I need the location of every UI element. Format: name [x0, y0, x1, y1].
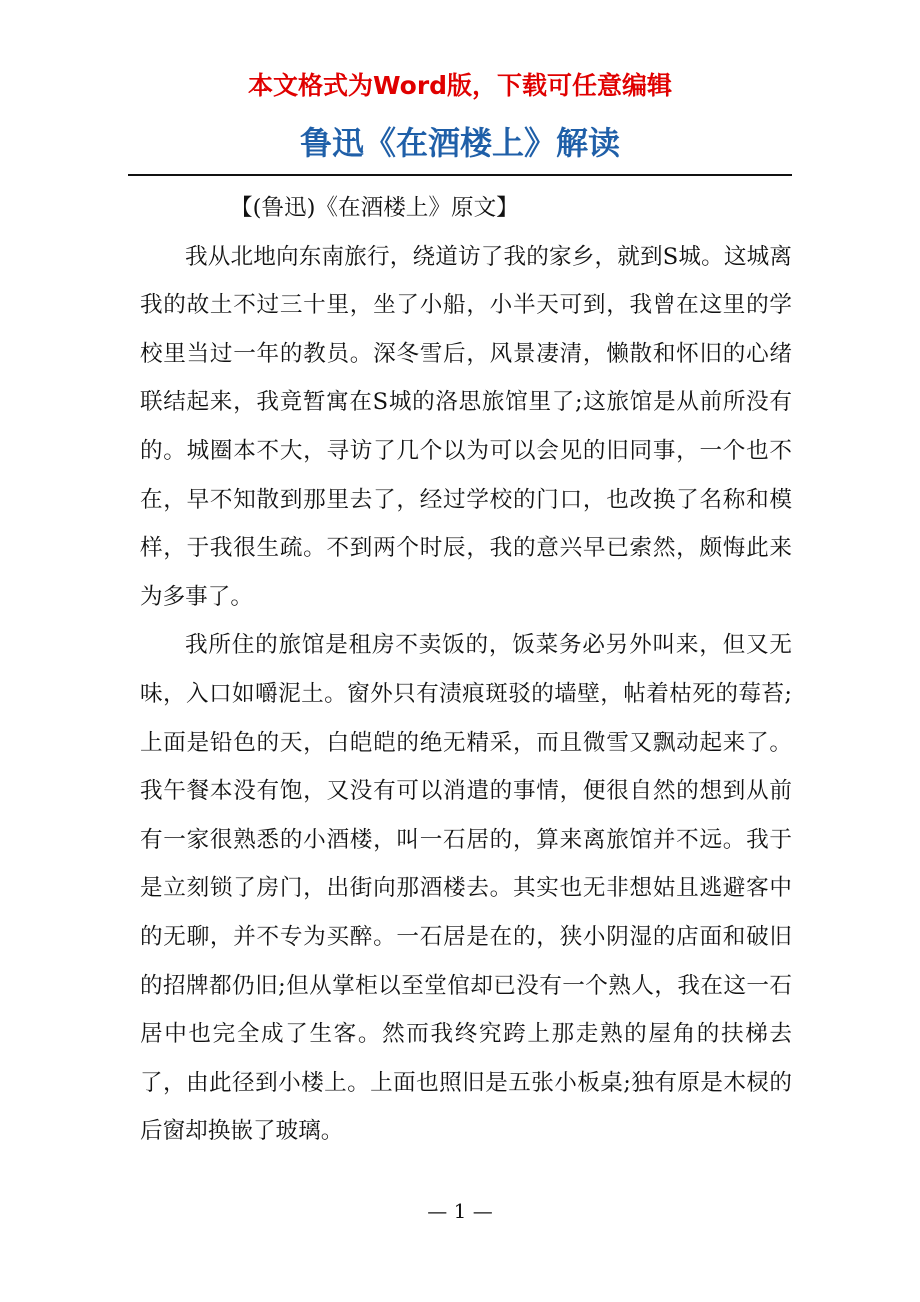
- document-body: [140, 184, 792, 1156]
- paragraph: 我从北地向东南旅行，绕道访了我的家乡，就到S城。这城离我的故土不过三十里，坐了小船，小半天可到，我曾在这里的学校里当过一年的教员。深冬雪后，风景凄清，懒散和怀旧的心绪联结起来，我竟暂寓在S城的洛思旅馆里了;这旅馆是从前所没有的。城圈本不大，寻访了几个以为可以会见的旧同事，一个也不在，早不知散到那里去了，经过学校的门口，也改换了名称和模样，于我很生疏。不到两个时辰，我的意兴早已索然，颇悔此来为多事了。: [140, 243, 792, 610]
- title-divider: [128, 174, 792, 176]
- page-number: — 1 —: [427, 1199, 493, 1223]
- page-title: 鲁迅《在酒楼上》解读: [299, 124, 620, 162]
- section-heading: 【(鲁迅)《在酒楼上》原文】: [230, 195, 519, 221]
- word-format-banner: 本文格式为Word版，下载可任意编辑: [247, 71, 673, 100]
- paragraph: 我所住的旅馆是租房不卖饭的，饭菜务必另外叫来，但又无味，入口如嚼泥土。窗外只有渍痕斑驳的墙壁，帖着枯死的莓苔;上面是铅色的天，白皑皑的绝无精采，而且微雪又飘动起来了。我午餐本没有饱，又没有可以消遣的事情，便很自然的想到从前有一家很熟悉的小酒楼，叫一石居的，算来离旅馆并不远。我于是立刻锁了房门，出街向那酒楼去。其实也无非想姑且逃避客中的无聊，并不专为买醉。一石居是在的，狭小阴湿的店面和破旧的招牌都仍旧;但从掌柜以至堂倌却已没有一个熟人，我在这一石居中也完全成了生客。然而我终究跨上那走熟的屋角的扶梯去了，由此径到小楼上。上面也照旧是五张小板桌;独有原是木棂的后窗却换嵌了玻璃。: [140, 632, 792, 1145]
